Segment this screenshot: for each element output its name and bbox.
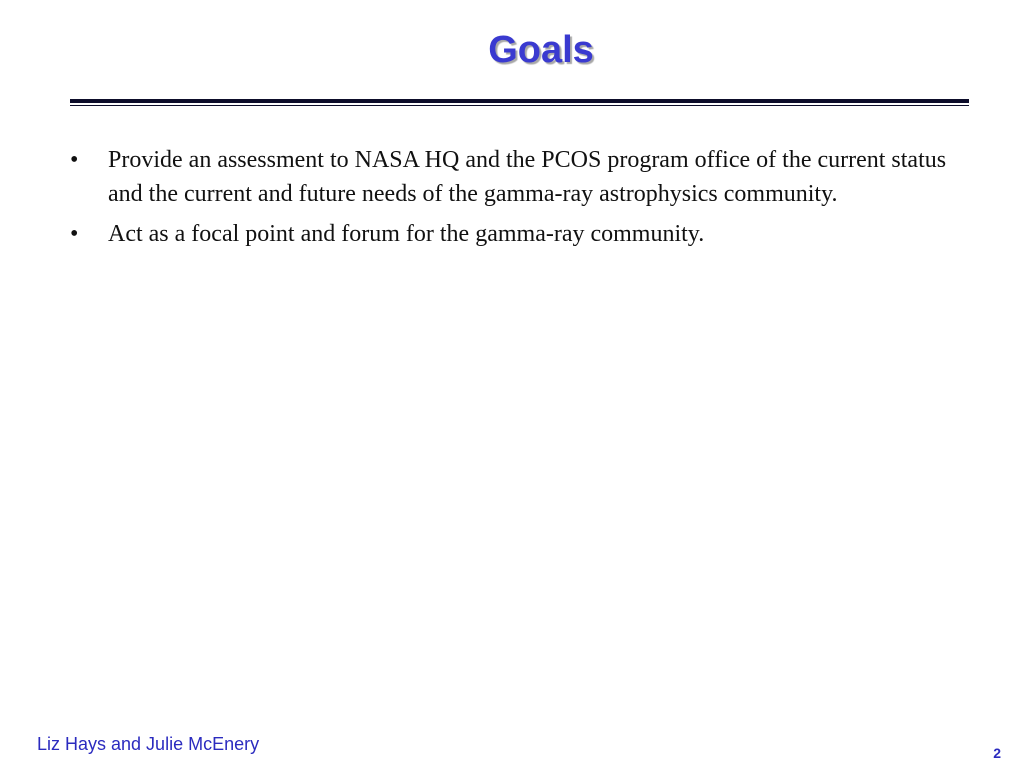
bullet-text: Provide an assessment to NASA HQ and the PCOS program office of the current status and the current and future needs of the gamma-ray astrophysics community. xyxy=(108,147,947,207)
title-divider-thin xyxy=(70,105,969,106)
bullet-icon: • xyxy=(70,147,79,173)
bullet-list xyxy=(70,143,960,257)
page-number: 2 xyxy=(993,745,1001,761)
bullet-item xyxy=(70,143,960,211)
title-divider-thick xyxy=(70,99,969,103)
bullet-item xyxy=(70,217,960,251)
slide-title: Goals xyxy=(488,29,594,71)
bullet-text: Act as a focal point and forum for the gamma-ray community. xyxy=(108,221,705,247)
bullet-icon: • xyxy=(70,221,79,247)
footer-authors: Liz Hays and Julie McEnery xyxy=(37,734,260,754)
